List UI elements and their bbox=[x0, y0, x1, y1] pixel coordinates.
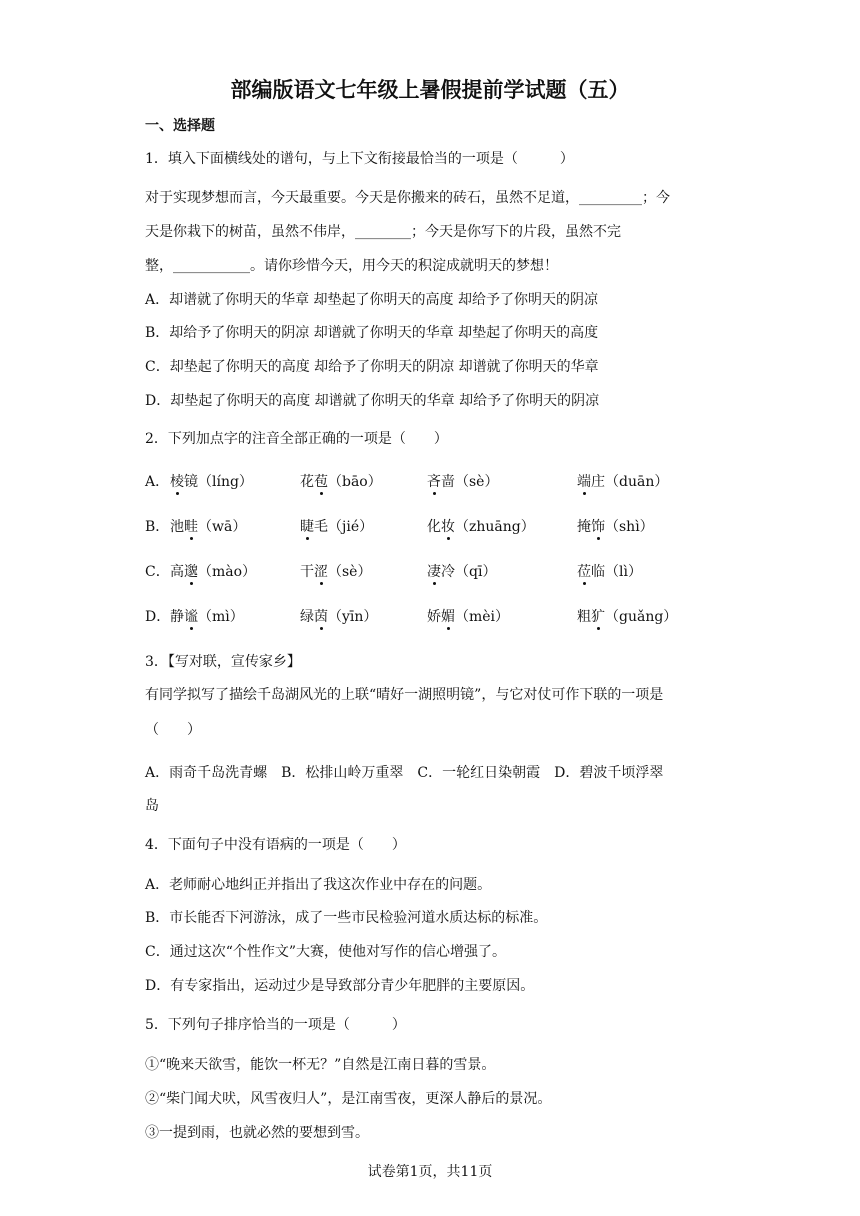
question-4-option-a: A．老师耐心地纠正并指出了我这次作业中存在的问题。 bbox=[145, 877, 492, 893]
question-5-stem: 5．下列句子排序恰当的一项是（ ） bbox=[145, 1017, 406, 1033]
question-2-word: 莅临（lì） bbox=[577, 564, 642, 580]
question-1-passage-line: 对于实现梦想而言，今天最重要。今天是你搬来的砖石，虽然不足道，_________；今 bbox=[145, 190, 670, 206]
question-2-word: 睫毛（jié） bbox=[300, 519, 374, 535]
question-2-word: 高邈（mào） bbox=[170, 564, 257, 580]
question-3-text: （ ） bbox=[145, 722, 201, 738]
question-4-option-b: B．市长能否下河游泳，成了一些市民检验河道水质达标的标准。 bbox=[145, 910, 548, 926]
question-2-option-label: A． bbox=[145, 474, 170, 490]
question-2-word: 娇媚（mèi） bbox=[427, 609, 510, 625]
question-1-passage-line: 整，___________。请你珍惜今天，用今天的积淀成就明天的梦想！ bbox=[145, 258, 558, 274]
question-2-word: 化妆（zhuāng） bbox=[427, 519, 535, 535]
page-title: 部编版语文七年级上暑假提前学试题（五） bbox=[230, 78, 630, 102]
question-4-option-d: D．有专家指出，运动过少是导致部分青少年肥胖的主要原因。 bbox=[145, 978, 535, 994]
question-1-option-c: C．却垫起了你明天的高度 却给予了你明天的阴凉 却谱就了你明天的华章 bbox=[145, 359, 599, 375]
question-3-text: 有同学拟写了描绘千岛湖风光的上联“晴好一湖照明镜”，与它对仗可作下联的一项是 bbox=[145, 687, 664, 703]
question-2-stem: 2．下列加点字的注音全部正确的一项是（ ） bbox=[145, 431, 448, 447]
question-2-option-label: B． bbox=[145, 519, 170, 535]
question-2-word: 粗犷（guǎng） bbox=[577, 609, 678, 625]
question-2-word: 静谧（mì） bbox=[170, 609, 244, 625]
question-2-option-label: D． bbox=[145, 609, 171, 625]
section-heading: 一、选择题 bbox=[145, 118, 215, 134]
question-5-line: ③一提到雨，也就必然的要想到雪。 bbox=[145, 1125, 369, 1141]
question-1-passage-line: 天是你栽下的树苗，虽然不伟岸，________；今天是你写下的片段，虽然不完 bbox=[145, 224, 621, 240]
question-1-stem: 1．填入下面横线处的谱句，与上下文衔接最恰当的一项是（ ） bbox=[145, 151, 574, 167]
question-2-word: 端庄（duān） bbox=[577, 474, 669, 490]
question-4-option-c: C．通过这次“个性作文”大赛，使他对写作的信心增强了。 bbox=[145, 944, 507, 960]
question-2-word: 掩饰（shì） bbox=[577, 519, 654, 535]
page-footer: 试卷第1页，共11页 bbox=[367, 1164, 493, 1180]
question-5-line: ①“晚来天欲雪，能饮一杯无？”自然是江南日暮的雪景。 bbox=[145, 1057, 496, 1073]
question-2-word: 花苞（bāo） bbox=[300, 474, 382, 490]
question-2-word: 干涩（sè） bbox=[300, 564, 372, 580]
question-1-option-b: B．却给予了你明天的阴凉 却谱就了你明天的华章 却垫起了你明天的高度 bbox=[145, 325, 599, 341]
question-2-word: 凄冷（qī） bbox=[427, 564, 497, 580]
question-1-option-d: D．却垫起了你明天的高度 却谱就了你明天的华章 却给予了你明天的阴凉 bbox=[145, 393, 600, 409]
question-3-stem: 3．【写对联，宣传家乡】 bbox=[145, 654, 301, 670]
question-1-option-a: A．却谱就了你明天的华章 却垫起了你明天的高度 却给予了你明天的阴凉 bbox=[145, 292, 599, 308]
question-5-line: ②“柴门闻犬吠，风雪夜归人”，是江南雪夜，更深人静后的景况。 bbox=[145, 1091, 552, 1107]
question-2-word: 绿茵（yīn） bbox=[300, 609, 378, 625]
question-3-options-wrap: 岛 bbox=[145, 798, 159, 814]
question-3-options: A．雨奇千岛洗青螺 B．松排山岭万重翠 C．一轮红日染朝霞 D．碧波千顷浮翠 bbox=[145, 765, 664, 781]
question-2-word: 棱镜（líng） bbox=[170, 474, 253, 490]
question-2-option-label: C． bbox=[145, 564, 170, 580]
question-2-word: 吝啬（sè） bbox=[427, 474, 499, 490]
question-4-stem: 4．下面句子中没有语病的一项是（ ） bbox=[145, 837, 406, 853]
question-2-word: 池畦（wā） bbox=[170, 519, 247, 535]
